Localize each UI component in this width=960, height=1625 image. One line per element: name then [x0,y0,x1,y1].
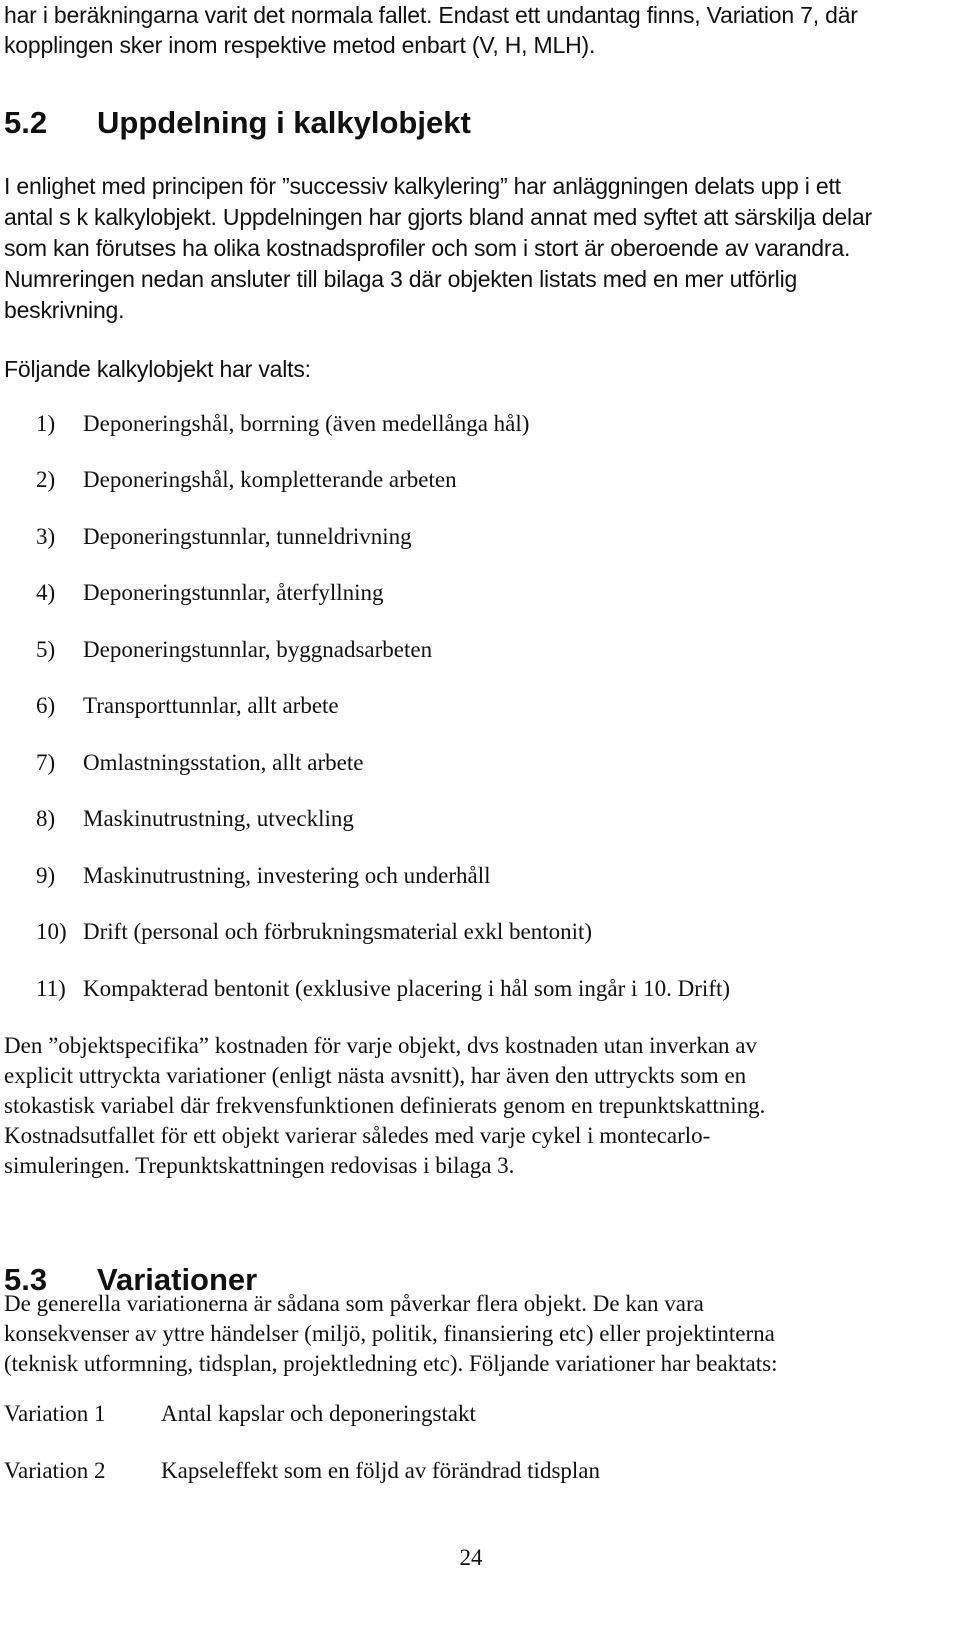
item-number: 8) [36,806,56,831]
paragraph-line: simuleringen. Trepunktskattningen redovisas i bilaga 3. [4,1153,515,1178]
item-number: 3) [36,524,56,549]
variation-label: Variation 2 [4,1458,106,1483]
item-number: 1) [36,411,56,436]
item-text: Maskinutrustning, investering och underhåll [83,863,491,888]
paragraph-line: Numreringen nedan ansluter till bilaga 3 där objekten listats med en mer utförlig [4,266,798,292]
item-number: 10) [36,919,67,944]
variation-description: Kapseleffekt som en följd av förändrad tidsplan [161,1458,600,1483]
page-number: 24 [459,1545,483,1570]
section-title: Variationer [97,1262,258,1297]
paragraph-line: konsekvenser av yttre händelser (miljö, politik, finansiering etc) eller projektinterna [4,1321,775,1346]
item-text: Omlastningsstation, allt arbete [83,750,364,775]
item-text: Deponeringstunnlar, tunneldrivning [83,524,412,549]
paragraph-line: Den ”objektspecifika” kostnaden för varje objekt, dvs kostnaden utan inverkan av [4,1033,758,1058]
item-text: Deponeringshål, borrning (även medellånga hål) [83,411,530,436]
item-number: 4) [36,580,56,605]
paragraph-line: I enlighet med principen för ”successiv kalkylering” har anläggningen delats upp i ett [4,173,841,199]
section-number: 5.3 [4,1262,48,1297]
item-number: 7) [36,750,56,775]
paragraph-line: Kostnadsutfallet för ett objekt varierar således med varje cykel i montecarlo- [4,1123,711,1148]
item-text: Deponeringstunnlar, återfyllning [83,580,384,605]
document-page [4,0,924,1625]
item-number: 9) [36,863,56,888]
paragraph-line: antal s k kalkylobjekt. Uppdelningen har gjorts bland annat med syftet att särskilja delar [4,204,872,230]
item-text: Deponeringstunnlar, byggnadsarbeten [83,637,433,662]
list-lead: Följande kalkylobjekt har valts: [4,356,311,382]
item-number: 2) [36,467,56,492]
item-text: Transporttunnlar, allt arbete [83,693,339,718]
object-cost-paragraph [4,1031,924,1181]
intro-line: kopplingen sker inom respektive metod enbart (V, H, MLH). [4,32,596,58]
item-text: Maskinutrustning, utveckling [83,806,354,831]
paragraph-line: beskrivning. [4,297,125,323]
item-text: Drift (personal och förbrukningsmaterial exkl bentonit) [83,919,593,944]
intro-paragraph [4,0,924,60]
paragraph-line: som kan förutses ha olika kostnadsprofiler och som i stort är oberoende av varandra. [4,235,851,261]
intro-line: har i beräkningarna varit det normala fallet. Endast ett undantag finns, Variation 7, där [4,2,858,28]
item-text: Kompakterad bentonit (exklusive placering i hål som ingår i 10. Drift) [83,976,731,1001]
item-number: 6) [36,693,56,718]
paragraph-line: explicit uttryckta variationer (enligt nästa avsnitt), har även den uttryckts som en [4,1063,747,1088]
item-text: Deponeringshål, kompletterande arbeten [83,467,457,492]
variation-description: Antal kapslar och deponeringstakt [161,1401,476,1426]
paragraph-line: De generella variationerna är sådana som påverkar flera objekt. De kan vara [4,1291,704,1316]
variation-label: Variation 1 [4,1401,106,1426]
section-5-3-paragraph [4,1289,924,1379]
item-number: 11) [36,976,66,1001]
section-5-2-paragraph [4,171,924,326]
item-number: 5) [36,637,56,662]
section-title: Uppdelning i kalkylobjekt [97,105,471,140]
paragraph-line: stokastisk variabel där frekvensfunktionen definierats genom en trepunktskattning. [4,1093,766,1118]
section-number: 5.2 [4,105,48,140]
paragraph-line: (teknisk utformning, tidsplan, projektledning etc). Följande variationer har beaktats: [4,1351,778,1376]
